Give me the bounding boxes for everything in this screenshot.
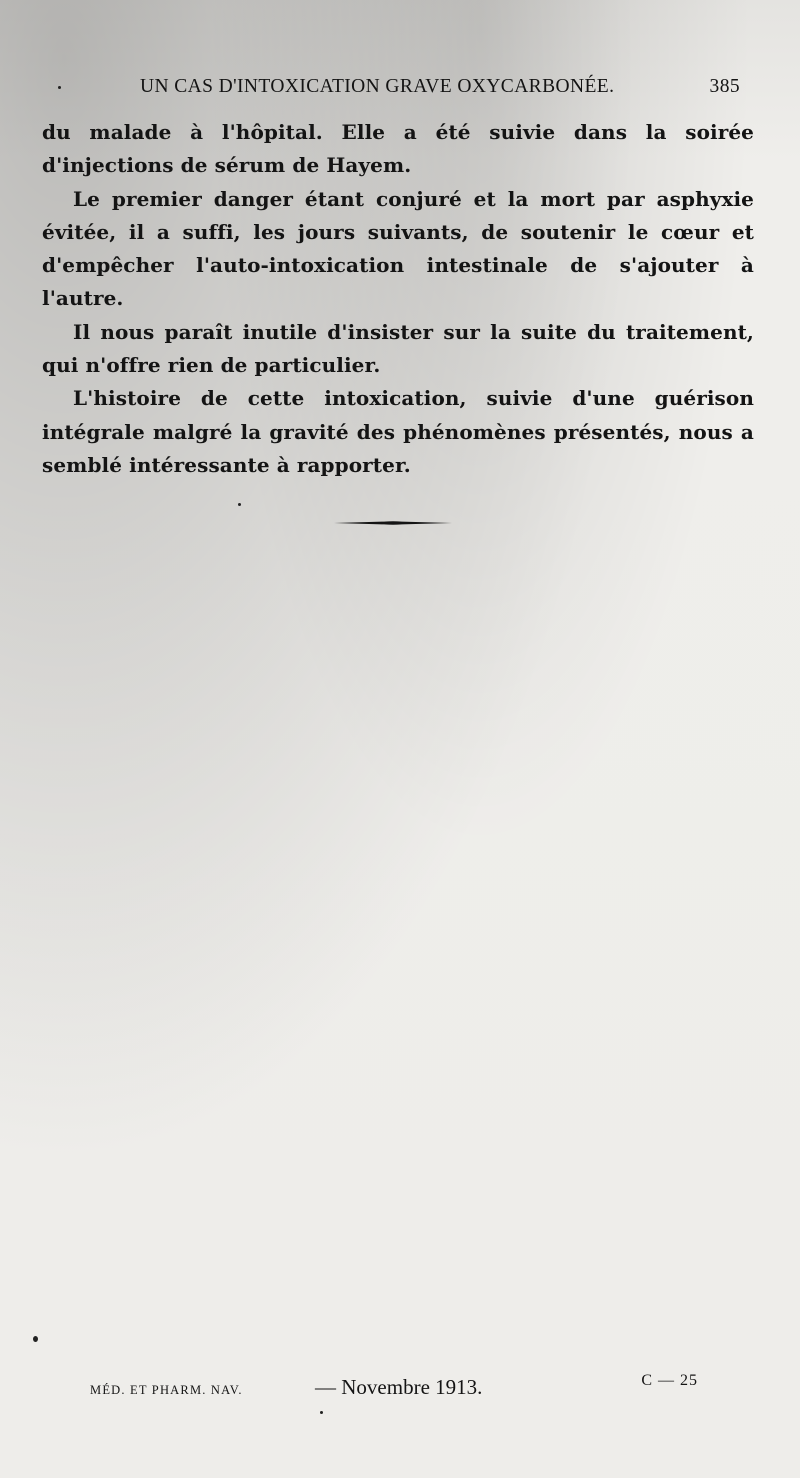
- running-title: UN CAS D'INTOXICATION GRAVE OXYCARBONÉE.: [140, 76, 615, 97]
- paragraph-continuation: du malade à l'hôpital. Elle a été suivie dans la soirée d'injections de sérum de Hayem.: [42, 120, 754, 178]
- print-speck: [320, 1411, 323, 1414]
- footer-date: — Novembre 1913.: [315, 1375, 483, 1399]
- footer-signature: C — 25: [641, 1372, 698, 1389]
- page-footer: [90, 1372, 710, 1403]
- page-number: 385: [709, 76, 740, 97]
- section-end-ornament: [334, 520, 452, 526]
- print-speck: [33, 1336, 38, 1342]
- paragraph-danger-averted: Le premier danger étant conjuré et la mort par asphyxie évitée, il a suffi, les jours suivants, de soutenir le cœur et d'empêcher l'auto-intoxication intestinale de s'ajouter à l'autre.: [42, 186, 754, 311]
- paragraph-treatment: Il nous paraît inutile d'insister sur la suite du traitement, qui n'offre rien de particulier.: [42, 319, 754, 378]
- running-header: [140, 76, 740, 100]
- footer-journal: MÉD. ET PHARM. NAV.: [90, 1383, 243, 1397]
- print-speck: [238, 503, 241, 506]
- body-text: [42, 116, 754, 482]
- paragraph-conclusion: L'histoire de cette intoxication, suivie d'une guérison intégrale malgré la gravité des phénomènes présentés, nous a semblé intéressante à rapporter.: [42, 386, 754, 477]
- print-speck: [58, 86, 61, 89]
